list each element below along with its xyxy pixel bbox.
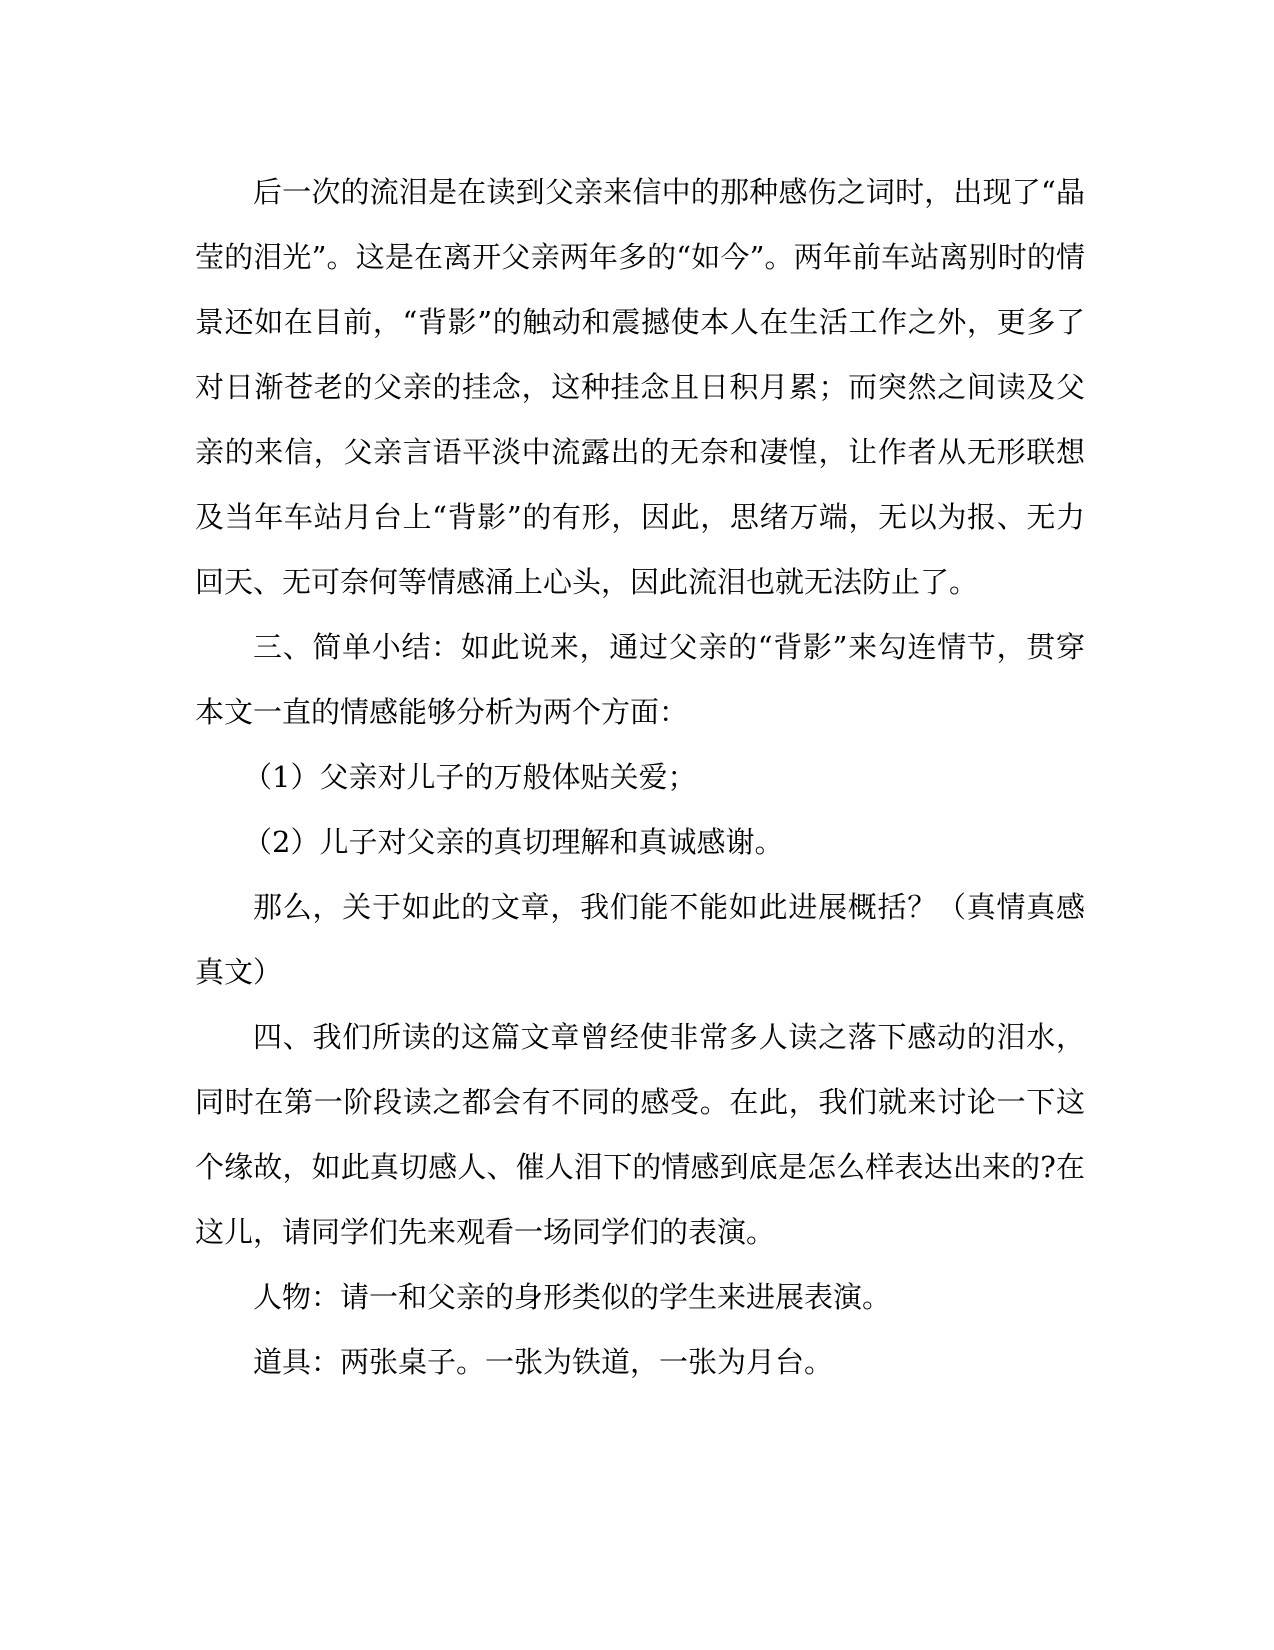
document-body — [195, 160, 1085, 1395]
paragraph-summary-point-1: （1）父亲对儿子的万般体贴关爱； — [243, 760, 697, 794]
paragraph-characters: 人物：请一和父亲的身形类似的学生来进展表演。 — [253, 1280, 892, 1314]
paragraph-question: 那么，关于如此的文章，我们能不能如此进展概括？（真情真感真文） — [195, 890, 1085, 989]
paragraph-props: 道具：两张桌子。一张为铁道，一张为月台。 — [253, 1345, 834, 1379]
paragraph-summary-heading: 三、简单小结：如此说来，通过父亲的“背影”来勾连情节，贯穿本文一直的情感能够分析为两个方面： — [195, 630, 1085, 729]
paragraph-tears-second: 后一次的流泪是在读到父亲来信中的那种感伤之词时，出现了“晶莹的泪光”。这是在离开父亲两年多的“如今”。两年前车站离别时的情景还如在目前，“背影”的触动和震撼使本人在生活工作之外，更多了对日渐苍老的父亲的挂念，这种挂念且日积月累；而突然之间读及父亲的来信，父亲言语平淡中流露出的无奈和凄惶，让作者从无形联想及当年车站月台上“背影”的有形，因此，思绪万端，无以为报、无力回天、无可奈何等情感涌上心头，因此流泪也就无法防止了。 — [195, 175, 1085, 599]
paragraph-summary-point-2: （2）儿子对父亲的真切理解和真诚感谢。 — [243, 825, 784, 859]
paragraph-section-four: 四、我们所读的这篇文章曾经使非常多人读之落下感动的泪水，同时在第一阶段读之都会有不同的感受。在此，我们就来讨论一下这个缘故，如此真切感人、催人泪下的情感到底是怎么样表达出来的?在这儿，请同学们先来观看一场同学们的表演。 — [195, 1020, 1085, 1249]
